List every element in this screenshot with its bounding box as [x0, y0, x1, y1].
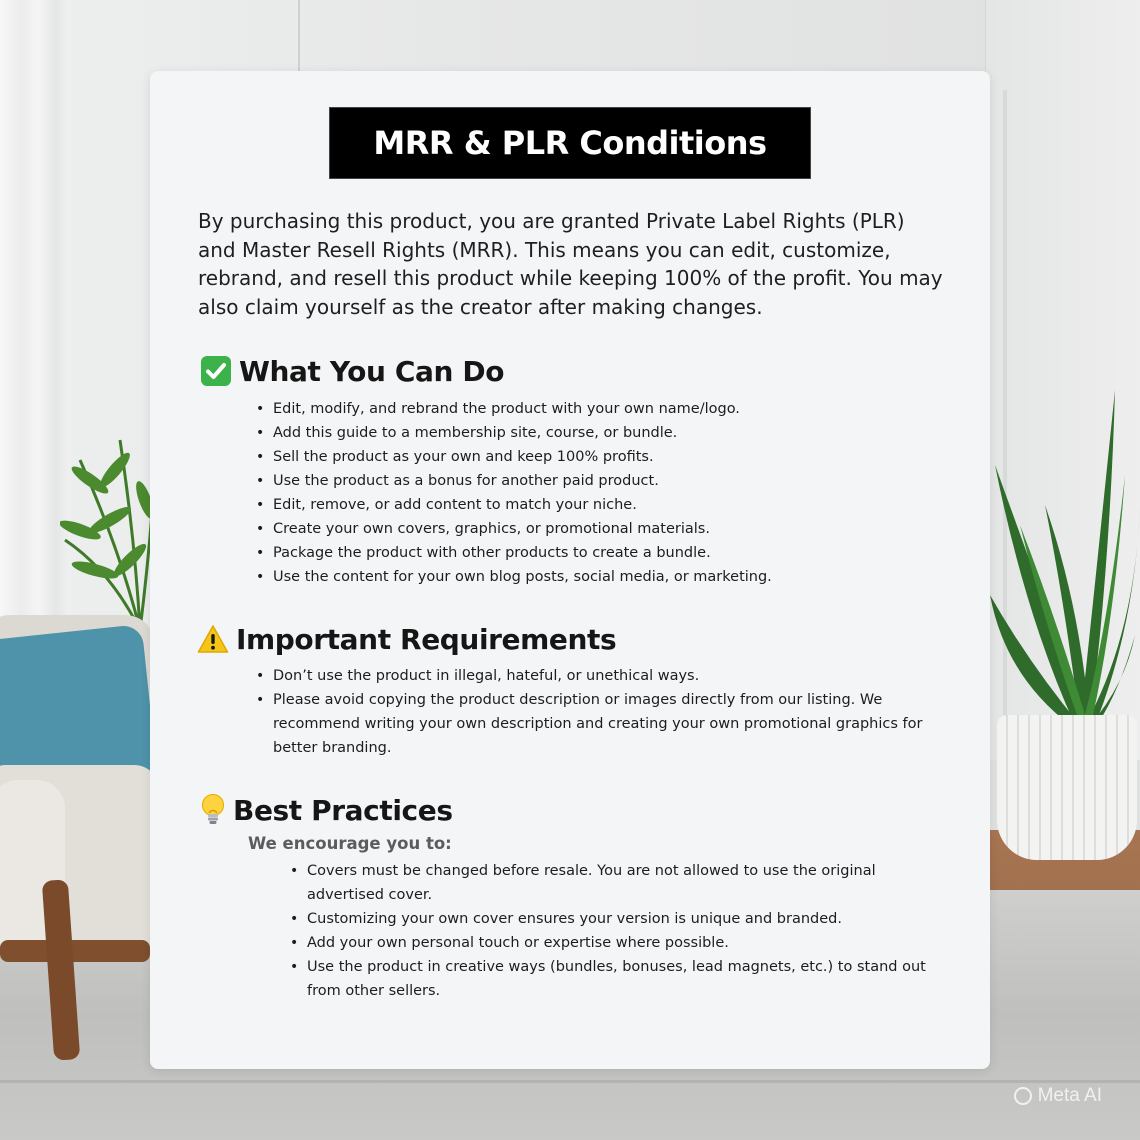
subheading: We encourage you to:	[248, 834, 452, 853]
section-heading	[197, 619, 990, 659]
list-item: • Covers must be changed before resale. You are not allowed to use the original advertised cover.	[307, 859, 927, 907]
best-practices-list	[307, 859, 927, 1003]
conditions-card	[150, 71, 990, 1069]
intro-paragraph: By purchasing this product, you are granted Private Label Rights (PLR) and Master Resell Rights (MRR). This means you can edit, customize, rebrand, and resell this product while keeping 100% of the profit. You may also claim yourself as the creator after making changes.	[198, 209, 943, 319]
plant-pot	[997, 715, 1137, 860]
list-item: • Use the product as a bonus for another paid product.	[273, 469, 953, 493]
section-heading	[200, 351, 990, 391]
heading-text: Best Practices	[233, 793, 453, 827]
check-mark-button-icon	[200, 355, 232, 387]
heading-text: What You Can Do	[239, 354, 505, 388]
can-do-list	[273, 397, 953, 589]
requirements-list	[273, 664, 923, 760]
list-item: • Edit, modify, and rebrand the product with your own name/logo.	[273, 397, 953, 421]
list-item: • Sell the product as your own and keep 100% profits.	[273, 445, 953, 469]
light-bulb-icon	[200, 793, 226, 827]
list-item: • Edit, remove, or add content to match your niche.	[273, 493, 953, 517]
list-item: • Add this guide to a membership site, course, or bundle.	[273, 421, 953, 445]
list-item: • Package the product with other products to create a bundle.	[273, 541, 953, 565]
page-title: MRR & PLR Conditions	[373, 124, 767, 162]
armchair-rail	[0, 940, 150, 962]
section-best-practices	[150, 790, 990, 1003]
list-item: • Use the content for your own blog posts, social media, or marketing.	[273, 565, 953, 589]
meta-ai-watermark	[1014, 1085, 1102, 1107]
meta-ai-logo-icon	[1014, 1087, 1032, 1105]
list-item: • Customizing your own cover ensures your version is unique and branded.	[307, 907, 927, 931]
rug-stripe	[0, 1080, 1140, 1083]
list-item: • Add your own personal touch or expertise where possible.	[307, 931, 927, 955]
plant-left-image	[60, 430, 160, 630]
section-what-you-can-do	[150, 351, 990, 589]
watermark-text: Meta AI	[1037, 1085, 1102, 1106]
title-banner	[329, 107, 811, 179]
list-item: • Use the product in creative ways (bundles, bonuses, lead magnets, etc.) to stand out from other sellers.	[307, 955, 927, 1003]
wall-panel-line	[298, 0, 300, 75]
heading-text: Important Requirements	[236, 622, 617, 656]
warning-icon	[197, 624, 229, 654]
section-heading	[200, 790, 990, 830]
section-important-requirements	[150, 619, 990, 760]
plant-right-image	[985, 385, 1140, 735]
list-item: • Please avoid copying the product description or images directly from our listing. We recommend writing your own description and creating your own promotional graphics for better branding.	[273, 688, 923, 760]
list-item: • Don’t use the product in illegal, hateful, or unethical ways.	[273, 664, 923, 688]
list-item: • Create your own covers, graphics, or promotional materials.	[273, 517, 953, 541]
